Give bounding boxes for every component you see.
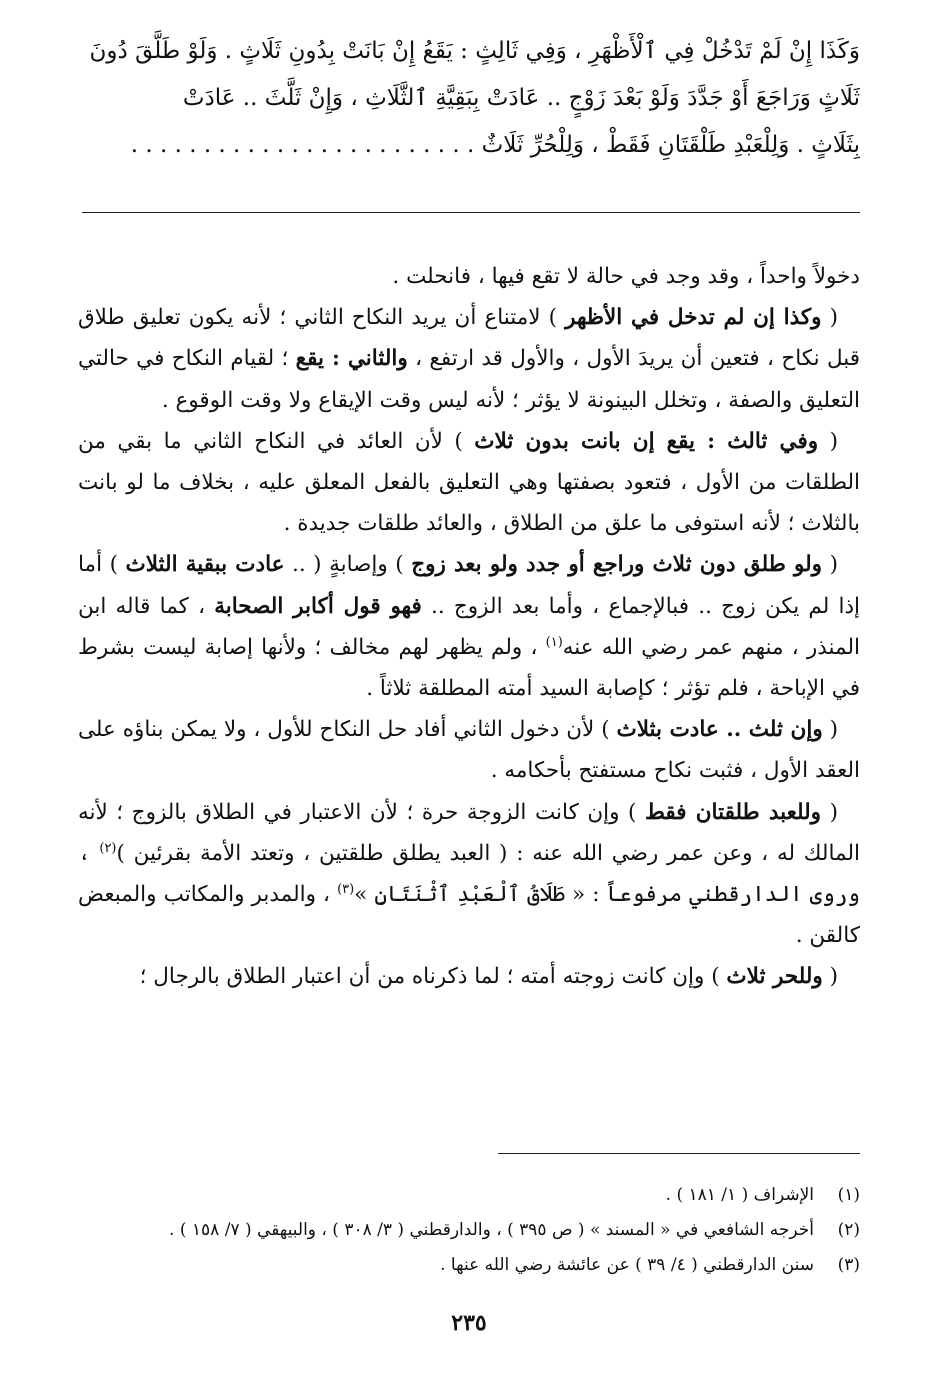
paragraph-text: ) لأن العائد في النكاح الثاني ما بقي من الطلقات من الأول ، فتعود بصفتها وهي التعليق بالفعل المعلق عليه ، بخلاف ما لو بانت بالثلاث ؛ لأنه استوفى ما علق من الطلاق ، والعائد طلقات جديدة . (78, 428, 860, 537)
paragraph-text: ، كما قاله ابن المنذر ، منهم عمر رضي الله عنه (78, 593, 860, 660)
sharh-paragraph (78, 709, 860, 791)
bracket: ( (821, 799, 838, 825)
quoted-matn: وللحر ثلاث (726, 964, 823, 990)
matn-line: وَكَذَا إِنْ لَمْ تَدْخُلْ فِي ٱلْأَظْهَرِ ، وَفِي ثَالِثٍ : يَقَعُ إِنْ بَانَتْ بِدُونِ ثَلَاثٍ . وَلَوْ طَلَّقَ دُونَ (89, 38, 860, 64)
footnote-number: (١) (837, 1185, 860, 1205)
quoted-matn: وفي ثالث : يقع إن بانت بدون ثلاث (474, 428, 819, 454)
matn-line: بِثَلَاثٍ . وَلِلْعَبْدِ طَلْقَتَانِ فَقَطْ ، وَلِلْحُرِّ ثَلَاثٌ . . . . . . . . . . . . . . . . . . . . . . . . (130, 132, 860, 158)
quoted-matn: وكذا إن لم تدخل في الأظهر (565, 305, 822, 331)
matn-divider (82, 212, 860, 213)
footnotes-divider (498, 1153, 860, 1154)
bracket: ( (822, 552, 838, 578)
book-page (78, 28, 860, 1348)
footnote (78, 1213, 860, 1248)
paragraph-text: ) وإصابةٍ ( .. (284, 552, 412, 578)
quoted-matn: فهو قول أكابر الصحابة (214, 593, 422, 619)
bracket: ( (822, 964, 838, 990)
footnote-ref[interactable]: (١) (545, 634, 563, 650)
sharh-paragraph (78, 421, 860, 545)
paragraph-text: ، ولم يظهر لهم مخالف ؛ ولأنها إصابة ليست بشرط في الإباحة ، فلم تؤثر ؛ كإصابة السيد أمته المطلقة ثلاثاً . (78, 634, 860, 702)
sharh-paragraph (78, 297, 860, 421)
paragraph-text: ) لامتناع أن يريد النكاح الثاني ؛ لأنه يكون تعليق طلاق قبل نكاح ، فتعين أن يريدَ الأول ، والأول قد ارتفع ، (78, 305, 860, 372)
footnote-text: سنن الدارقطني ( ٤/ ٣٩ ) عن عائشة رضي الله عنها . (440, 1255, 814, 1275)
quoted-matn: عادت ببقية الثلاث (125, 552, 285, 578)
footnote-ref[interactable]: (٣) (337, 881, 355, 897)
footnote (78, 1248, 860, 1283)
sharh-paragraph (78, 256, 860, 297)
quoted-matn: وللعبد طلقتان فقط (644, 799, 822, 825)
sharh-paragraph (78, 544, 860, 709)
footnote-text: أخرجه الشافعي في « المسند » ( ص ٣٩٥ ) ، والدارقطني ( ٣/ ٣٠٨ ) ، والبيهقي ( ٧/ ١٥٨ ) . (169, 1220, 814, 1240)
paragraph-text: ، وروى الدارقطني مرفوعاً : « طَلَاقُ ٱلْعَبْدِ ٱثْنَتَانِ » (78, 840, 860, 908)
footnote-number: (٣) (837, 1255, 860, 1275)
matn-text (78, 28, 860, 188)
quoted-matn: وإن ثلث .. عادت بثلاث (616, 717, 823, 743)
sharh-text (78, 256, 860, 998)
bracket: ( (822, 717, 838, 743)
footnote-text: الإشراف ( ١/ ١٨١ ) . (665, 1185, 814, 1205)
paragraph-text: ، والمدبر والمكاتب والمبعض كالقن . (78, 882, 860, 949)
footnotes (78, 1178, 860, 1283)
paragraph-text: ؛ لقيام النكاح في حالتي التعليق والصفة ، وتخلل البينونة لا يؤثر ؛ لأنه ليس وقت الإيقاع ولا وقت الوقوع . (78, 346, 860, 413)
bracket: ( (818, 428, 838, 454)
paragraph-text: ) وإن كانت الزوجة حرة ؛ لأن الاعتبار في الطلاق بالزوج ؛ لأنه المالك له ، وعن عمر رضي الله عنه : ( العبد يطلق طلقتين ، وتعتد الأمة بقرئين ) (78, 799, 860, 866)
matn-line: ثَلَاثٍ وَرَاجَعَ أَوْ جَدَّدَ وَلَوْ بَعْدَ زَوْجٍ .. عَادَتْ بِبَقِيَّةِ ٱلثَّلَاثِ ، وَإِنْ ثَلَّثَ .. عَادَتْ (182, 85, 860, 111)
footnote-number: (٢) (837, 1220, 860, 1240)
page-number: ٢٣٥ (451, 1310, 487, 1336)
quoted-matn: ولو طلق دون ثلاث وراجع أو جدد ولو بعد زوج (411, 552, 823, 578)
paragraph-text: ) وإن كانت زوجته أمته ؛ لما ذكرناه من أن اعتبار الطلاق بالرجال ؛ (139, 964, 727, 990)
quoted-matn: والثاني : يقع (295, 346, 408, 372)
footnote-ref[interactable]: (٢) (99, 840, 117, 856)
paragraph-text: ) لأن دخول الثاني أفاد حل النكاح للأول ، ولا يمكن بناؤه على العقد الأول ، فثبت نكاح مستفتح بأحكامه . (78, 717, 860, 784)
bracket: ( (821, 305, 838, 331)
footnote (78, 1178, 860, 1213)
paragraph-text: ) أما إذا لم يكن زوج .. فبالإجماع ، وأما بعد الزوج .. (78, 552, 860, 619)
sharh-paragraph (78, 792, 860, 957)
paragraph-text: دخولاً واحداً ، وقد وجد في حالة لا تقع فيها ، فانحلت . (392, 264, 860, 289)
sharh-paragraph (78, 956, 860, 997)
